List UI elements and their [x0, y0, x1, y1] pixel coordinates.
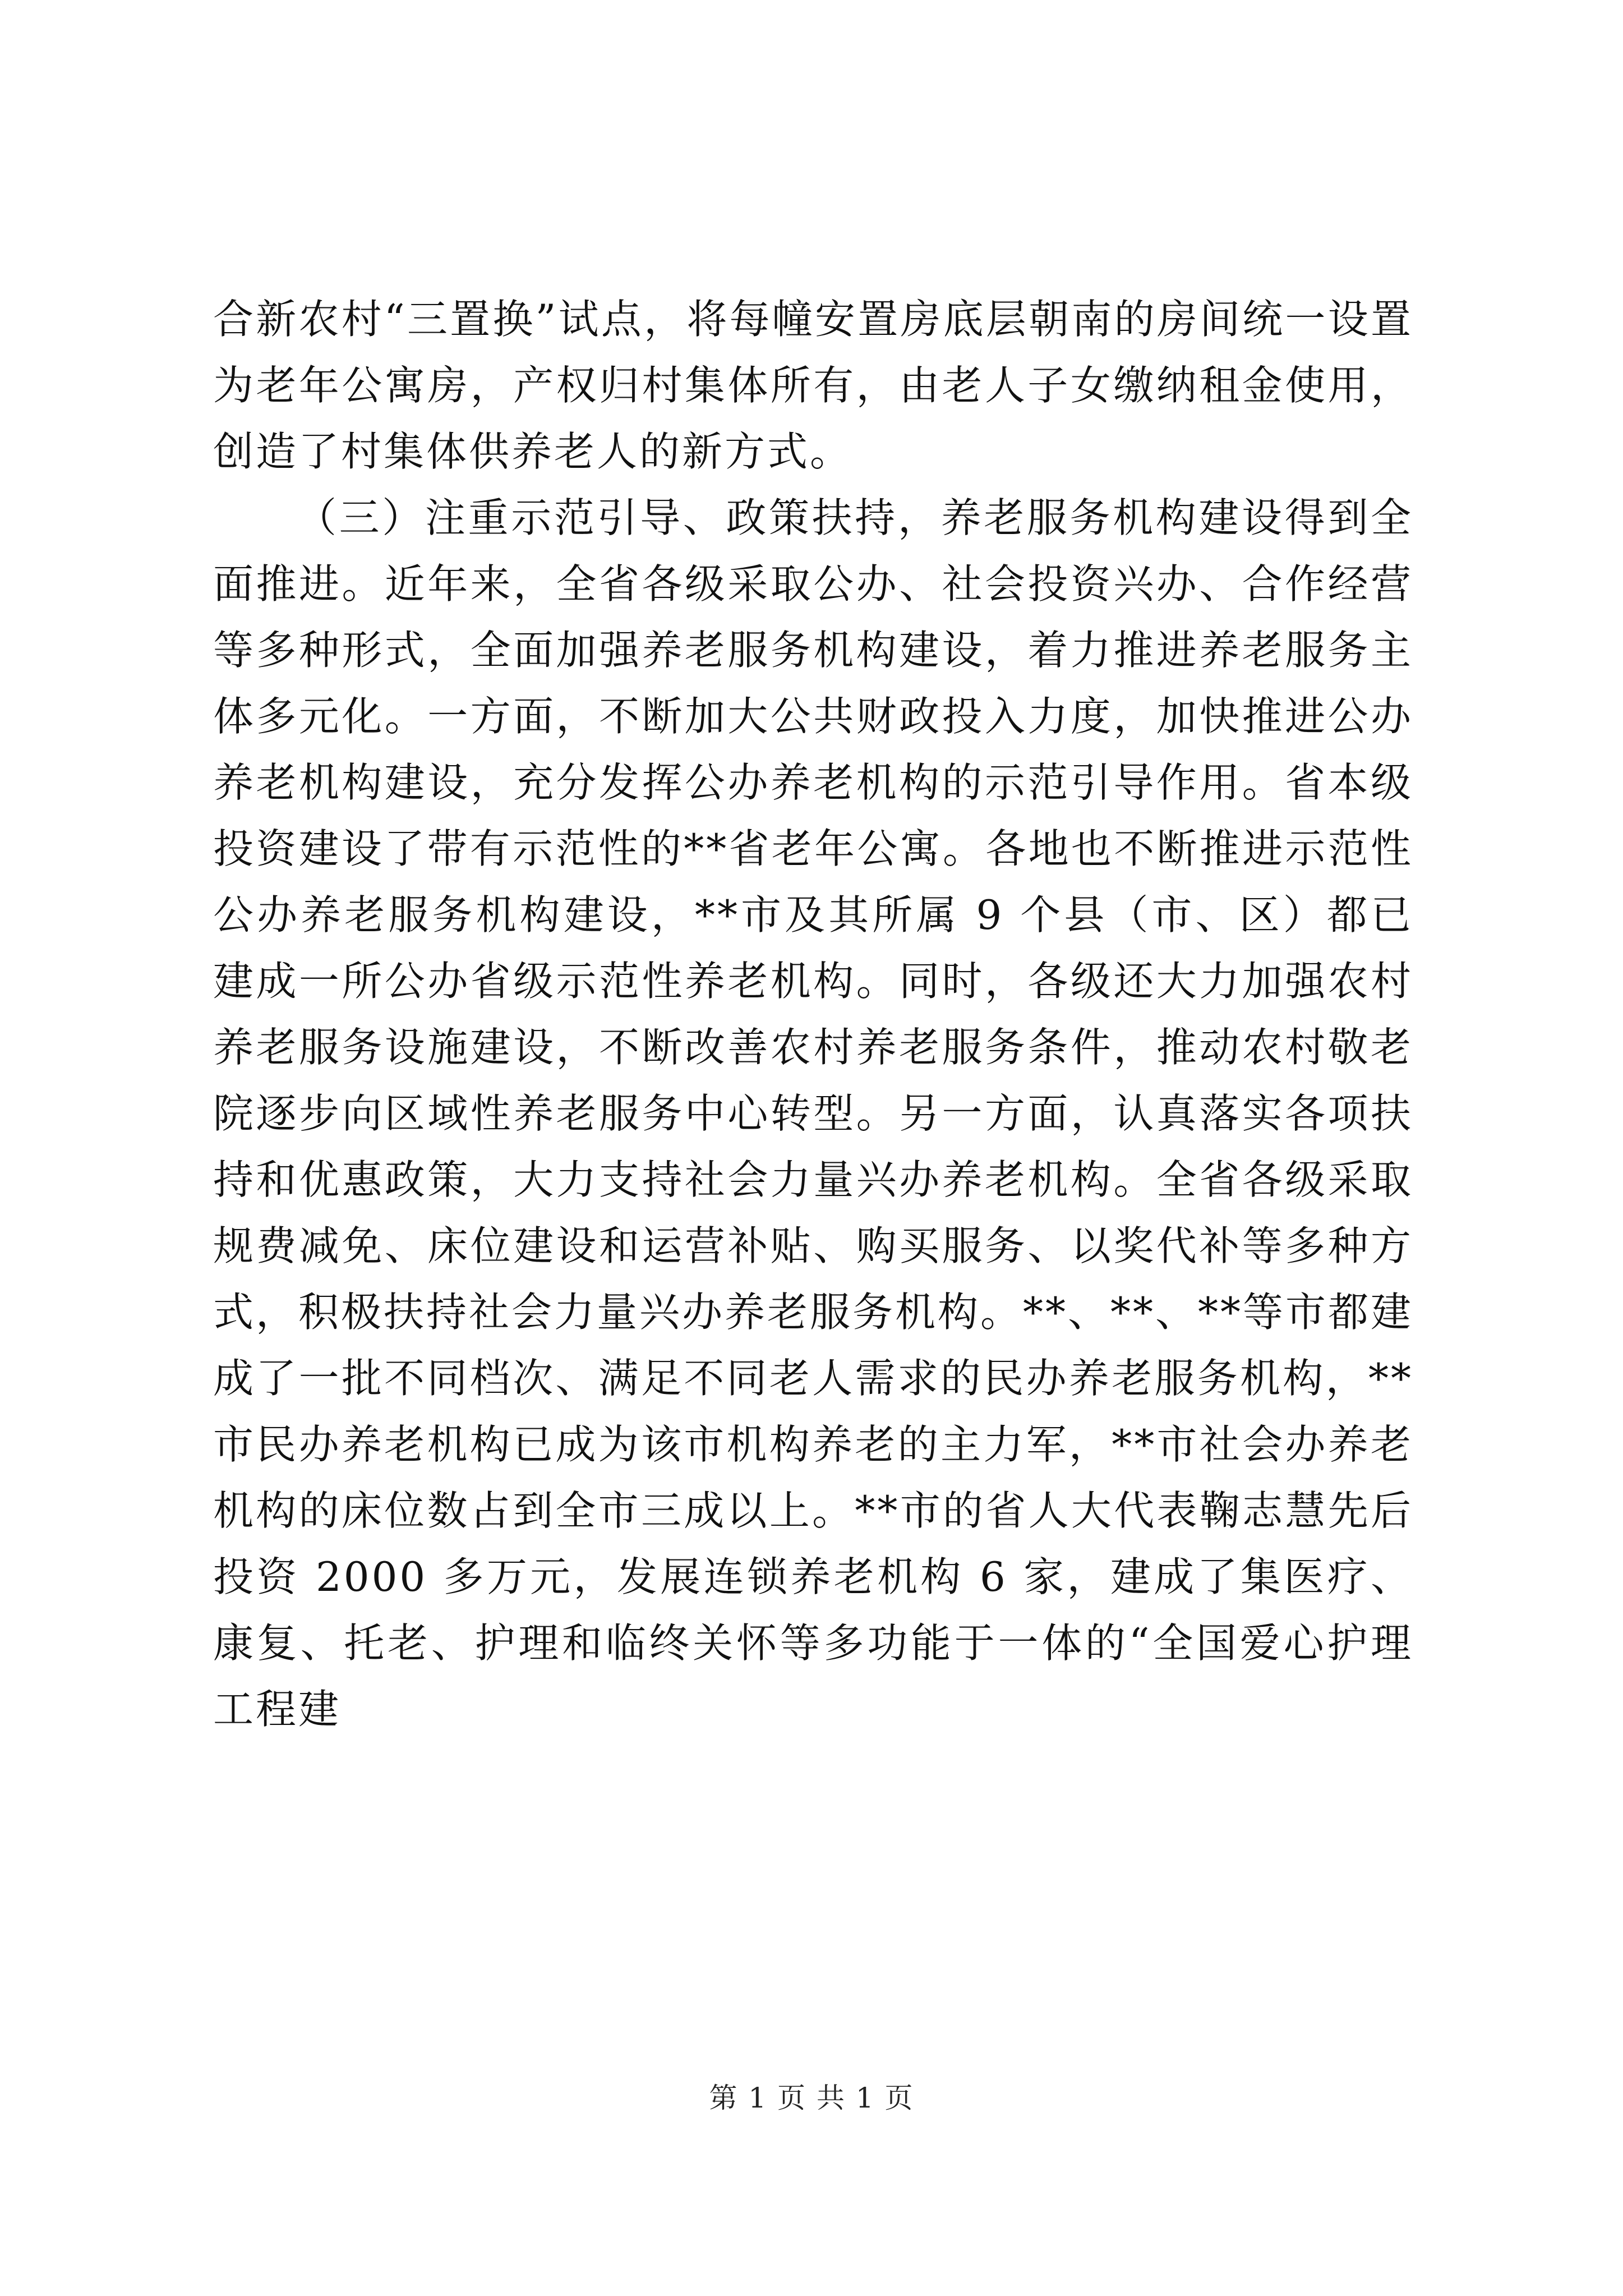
page-footer: 第 1 页 共 1 页: [709, 2082, 914, 2114]
paragraph-section-three: （三）注重示范引导、政策扶持，养老服务机构建设得到全面推进。近年来，全省各级采取公办、社会投资兴办、合作经营等多种形式，全面加强养老服务机构建设，着力推进养老服务主体多元化。一方面，不断加大公共财政投入力度，加快推进公办养老机构建设，充分发挥公办养老机构的示范引导作用。省本级投资建设了带有示范性的**省老年公寓。各地也不断推进示范性公办养老服务机构建设，**市及其所属 9 个县（市、区）都已建成一所公办省级示范性养老机构。同时，各级还大力加强农村养老服务设施建设，不断改善农村养老服务条件，推动农村敬老院逐步向区域性养老服务中心转型。另一方面，认真落实各项扶持和优惠政策，大力支持社会力量兴办养老机构。全省各级采取规费减免、床位建设和运营补贴、购买服务、以奖代补等多种方式，积极扶持社会力量兴办养老服务机构。**、**、**等市都建成了一批不同档次、满足不同老人需求的民办养老服务机构，**市民办养老机构已成为该市机构养老的主力军，**市社会办养老机构的床位数占到全市三成以上。**市的省人大代表鞠志慧先后投资 2000 多万元，发展连锁养老机构 6 家，建成了集医疗、康复、托老、护理和临终关怀等多功能于一体的“全国爱心护理工程建: [213, 494, 1414, 1733]
paragraph-continuation: 合新农村“三置换”试点，将每幢安置房底层朝南的房间统一设置为老年公寓房，产权归村集体所有，由老人子女缴纳租金使用，创造了村集体供养老人的新方式。: [213, 296, 1413, 475]
body-text: [213, 286, 1413, 1742]
